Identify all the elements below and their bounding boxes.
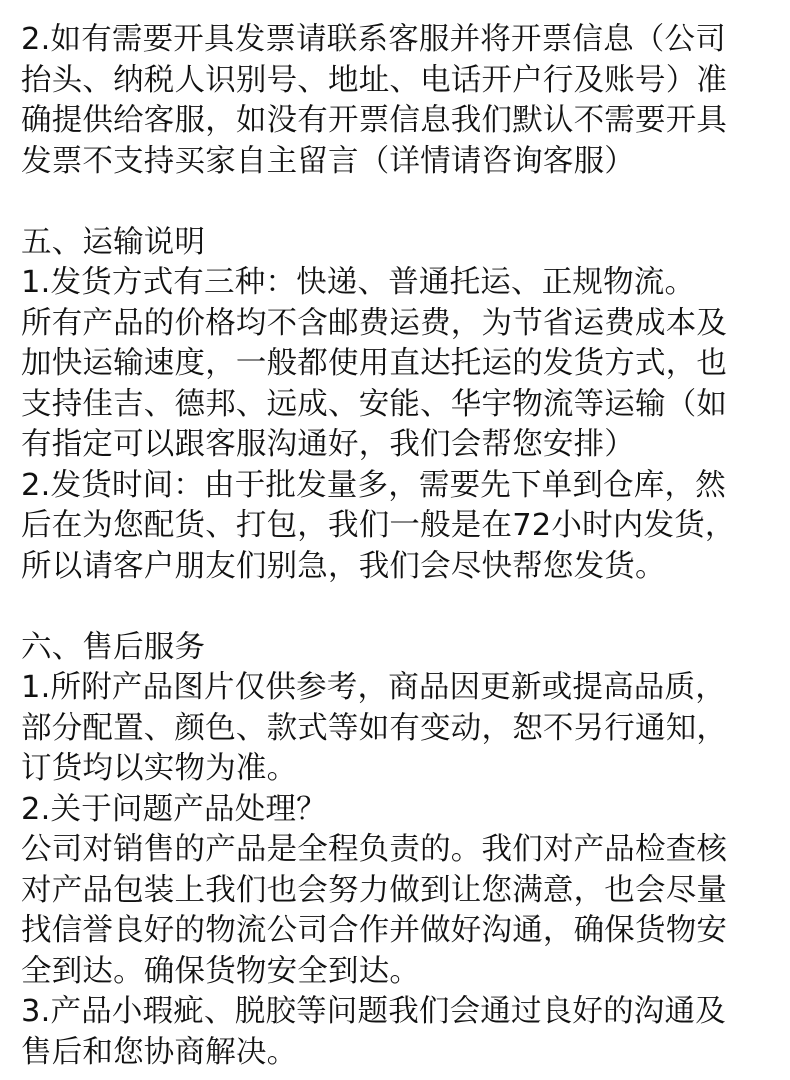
text-line: 售后和您协商解决。 [21,1034,298,1070]
after-sales-section [21,628,773,1074]
text-line: 对产品包装上我们也会努力做到让您满意，也会尽量 [21,872,728,908]
text-line: 公司对销售的产品是全程负责的。我们对产品检查核 [21,832,728,867]
text-line: 3.产品小瑕疵、脱胶等问题我们会通过良好的沟通及 [21,994,726,1029]
text-line: 部分配置、颜色、款式等如有变动，恕不另行通知， [21,710,728,746]
text-line: 加快运输速度，一般都使用直达托运的发货方式，也 [21,346,728,381]
text-line: 1.发货方式有三种：快递、普通托运、正规物流。 [21,265,696,300]
text-line: 2.发货时间：由于批发量多，需要先下单到仓库，然 [21,467,726,503]
text-line: 所有产品的价格均不含邮费运费，为节省运费成本及 [21,305,728,341]
text-line: 发票不支持买家自主留言（详情请咨询客服） [21,143,635,179]
invoice-info-paragraph [21,20,773,182]
problem-products-paragraph [21,790,773,993]
shipping-time-paragraph [21,466,773,588]
paragraph-spacer [21,182,773,223]
text-line: 确提供给客服，如没有开票信息我们默认不需要开具 [21,103,728,138]
text-line: 2.如有需要开具发票请联系客服并将开票信息（公司 [21,22,726,57]
shipping-section [21,223,773,588]
text-line: 抬头、纳税人识别号、地址、电话开户行及账号）准 [21,62,728,98]
text-line: 后在为您配货、打包，我们一般是在72小时内发货， [21,508,736,543]
minor-defects-paragraph [21,992,773,1073]
text-line: 所以请客户朋友们别急，我们会尽快帮您发货。 [21,548,666,584]
text-line: 1.所附产品图片仅供参考，商品因更新或提高品质， [21,670,726,705]
paragraph-spacer [21,587,773,628]
shipping-methods-paragraph [21,263,773,466]
text-line: 2.关于问题产品处理？ [21,791,327,827]
text-line: 找信誉良好的物流公司合作并做好沟通，确保货物安 [21,913,728,948]
text-line: 全到达。确保货物安全到达。 [21,953,421,989]
shipping-heading: 五、运输说明 [21,224,206,260]
text-line: 有指定可以跟客服沟通好，我们会帮您安排） [21,427,635,462]
text-line: 订货均以实物为准。 [21,751,298,786]
product-images-paragraph [21,668,773,790]
document-body [21,20,773,1073]
after-sales-heading: 六、售后服务 [21,629,206,665]
text-line: 支持佳吉、德邦、远成、安能、华宇物流等运输（如 [21,386,728,422]
